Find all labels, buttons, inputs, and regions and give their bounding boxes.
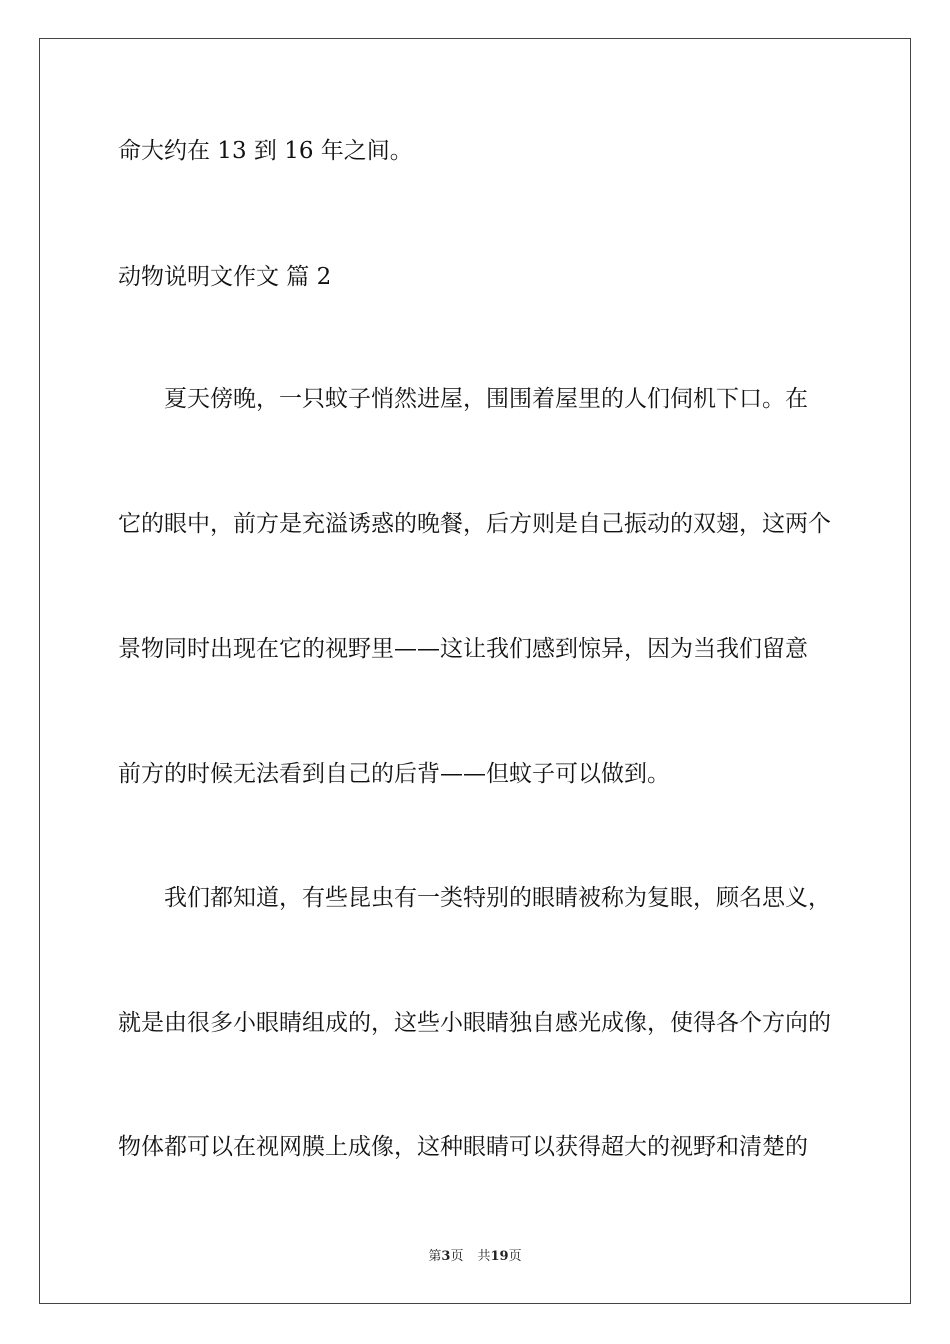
page-footer xyxy=(0,1248,950,1266)
text-line: 夏天傍晚，一只蚊子悄然进屋，围围着屋里的人们伺机下口。在 xyxy=(118,386,808,412)
page-suffix: 页 xyxy=(450,1249,464,1264)
text-line: 我们都知道，有些昆虫有一类特别的眼睛被称为复眼，顾名思义， xyxy=(118,885,831,911)
total-suffix: 页 xyxy=(508,1249,522,1264)
text-line: 前方的时候无法看到自己的后背——但蚊子可以做到。 xyxy=(118,761,670,787)
page-number: 3 xyxy=(441,1249,451,1264)
page-border xyxy=(39,38,911,1304)
text-line: 景物同时出现在它的视野里——这让我们感到惊异，因为当我们留意 xyxy=(118,636,808,662)
text-line: 就是由很多小眼睛组成的，这些小眼睛独自感光成像，使得各个方向的 xyxy=(118,1010,831,1036)
text-line: 物体都可以在视网膜上成像，这种眼睛可以获得超大的视野和清楚的 xyxy=(118,1134,808,1160)
text-line: 它的眼中，前方是充溢诱惑的晚餐，后方则是自己振动的双翅，这两个 xyxy=(118,511,831,537)
section-heading: 动物说明文作文 篇 2 xyxy=(118,264,332,290)
page-prefix: 第 xyxy=(428,1249,442,1264)
text-line: 命大约在 13 到 16 年之间。 xyxy=(118,138,413,164)
total-prefix: 共 xyxy=(477,1249,491,1264)
total-pages: 19 xyxy=(490,1249,509,1264)
